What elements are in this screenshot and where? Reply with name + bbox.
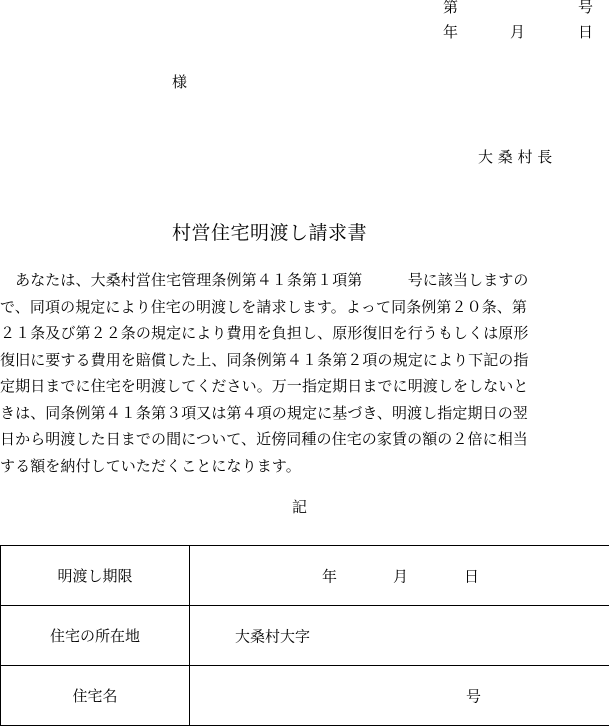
table-row	[1, 606, 609, 666]
table-row	[1, 546, 609, 606]
info-table	[0, 545, 609, 726]
date-year: 年	[443, 25, 458, 40]
number-prefix: 第	[443, 0, 458, 15]
deadline-month: 月	[393, 565, 408, 586]
number-suffix: 号	[578, 0, 593, 15]
note-heading: 記	[292, 500, 307, 515]
location-label: 住宅の所在地	[1, 606, 190, 666]
date-day: 日	[578, 25, 593, 40]
body-line: する額を納付していただくことになります。	[0, 453, 609, 480]
date-month: 月	[510, 25, 525, 40]
document-title: 村営住宅明渡し請求書	[172, 224, 367, 243]
body-line: ２１条及び第２２条の規定により費用を負担し、原形復旧を行うもしくは原形	[0, 320, 609, 347]
body-line: あなたは、大桑村営住宅管理条例第４１条第１項第 号に該当しますの	[0, 267, 609, 294]
body-line: 定期日までに住宅を明渡してください。万一指定期日までに明渡しをしないと	[0, 373, 609, 400]
deadline-day: 日	[464, 565, 479, 586]
location-prefix: 大桑村大字	[235, 625, 310, 646]
document-body	[0, 267, 609, 479]
location-value	[190, 606, 609, 666]
sender-name: 大 桑 村 長	[478, 150, 552, 165]
body-line: 日から明渡した日までの間について、近傍同種の住宅の家賃の額の２倍に相当	[0, 426, 609, 453]
body-line: 復旧に要する費用を賠償した上、同条例第４１条第２項の規定により下記の指	[0, 347, 609, 374]
housing-name-label: 住宅名	[1, 666, 190, 726]
deadline-value	[190, 546, 609, 606]
deadline-label: 明渡し期限	[1, 546, 190, 606]
body-line: で、同項の規定により住宅の明渡しを請求します。よって同条例第２０条、第	[0, 294, 609, 321]
housing-name-value	[190, 666, 609, 726]
addressee-suffix: 様	[172, 75, 187, 90]
table-row	[1, 666, 609, 726]
body-line: きは、同条例第４１条第３項又は第４項の規定に基づき、明渡し指定期日の翌	[0, 400, 609, 427]
deadline-year: 年	[322, 565, 337, 586]
housing-number-suffix: 号	[466, 685, 481, 706]
